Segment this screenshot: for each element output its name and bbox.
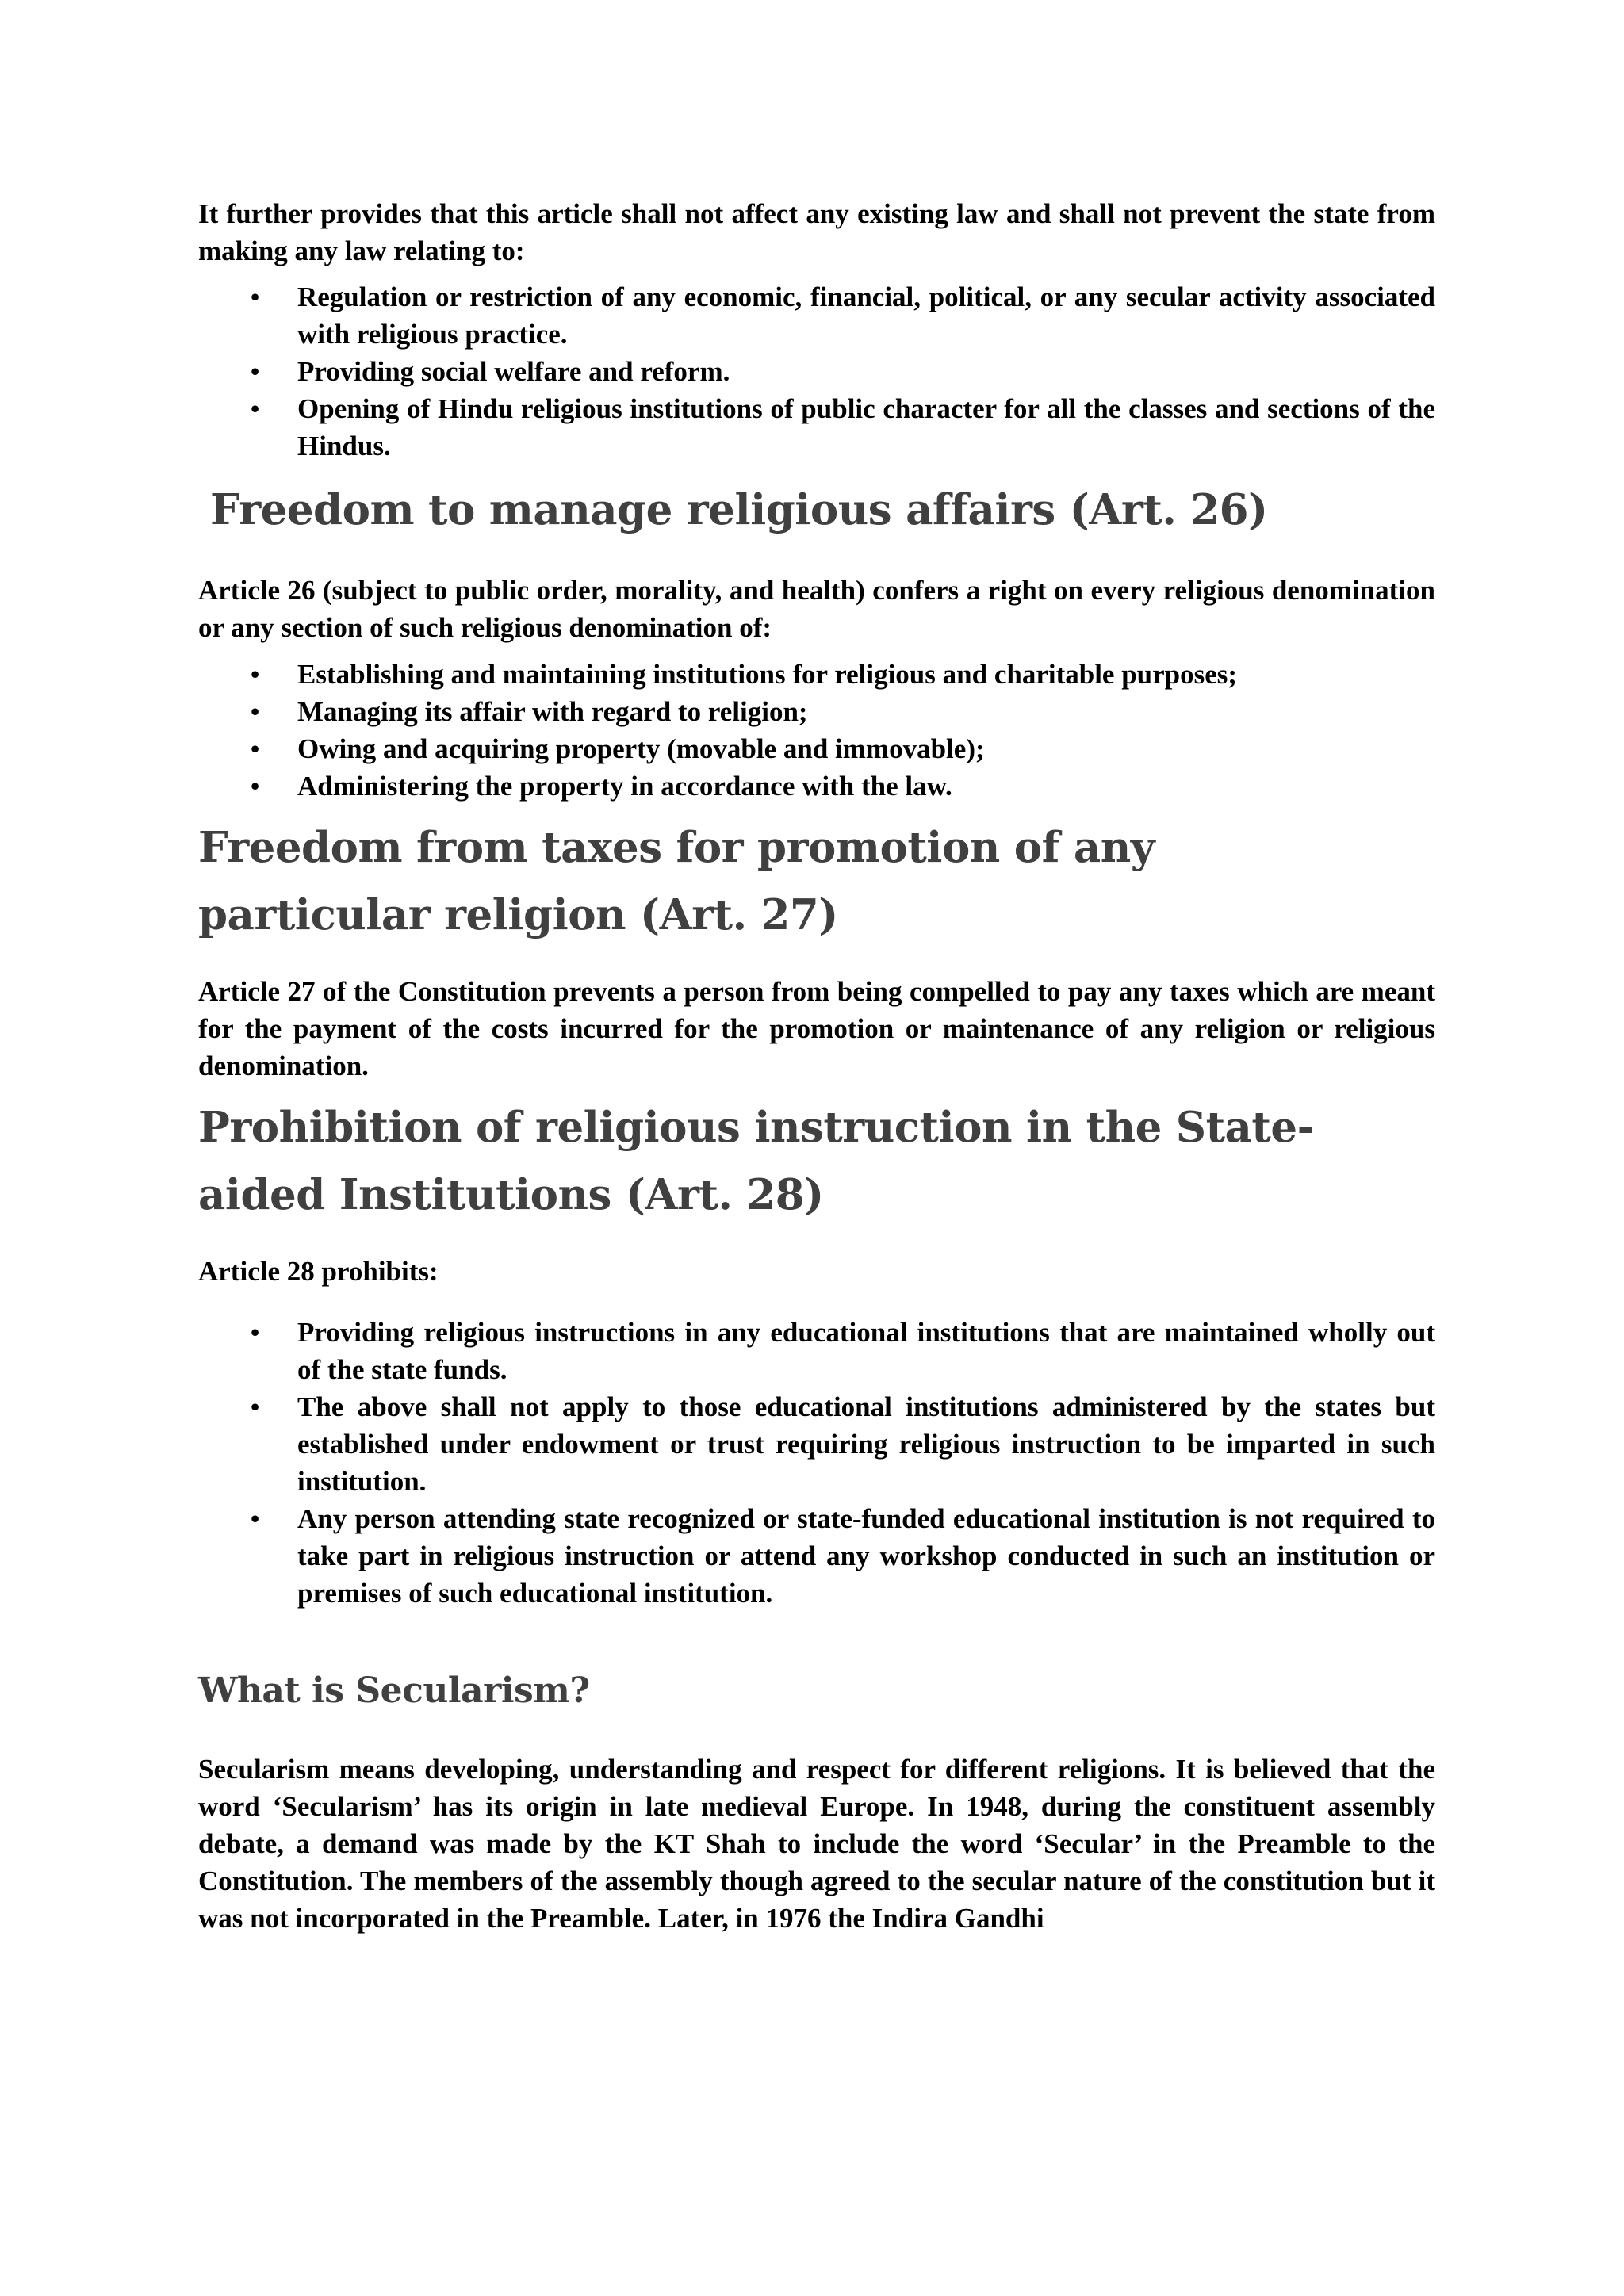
bullet-icon: • — [251, 697, 260, 725]
art28-bullet-list — [198, 1314, 1435, 1612]
list-item-text: Managing its affair with regard to religion; — [297, 696, 808, 727]
secularism-heading: What is Secularism? — [198, 1670, 590, 1711]
list-item — [198, 1314, 1435, 1388]
list-item-text: Establishing and maintaining institutions for religious and charitable purposes; — [297, 659, 1238, 690]
art28-paragraph: Article 28 prohibits: — [198, 1256, 439, 1287]
list-item — [198, 656, 1435, 693]
list-item — [198, 767, 1435, 805]
art27-paragraph: Article 27 of the Constitution prevents a person from being compelled to pay any taxes which are meant for the payment of the costs incurred for the promotion or maintenance of any religion or religious denomination. — [198, 976, 1435, 1081]
list-item-text: Any person attending state recognized or state-funded educational institution is not required to take part in religious instruction or attend any workshop conducted in such an institution or premises of such educational institution. — [297, 1503, 1435, 1609]
art26-heading: Freedom to manage religious affairs (Art. 26) — [210, 485, 1268, 534]
list-item-text: Regulation or restriction of any economic, financial, political, or any secular activity associated with religious practice. — [297, 281, 1435, 350]
list-item — [198, 353, 1435, 390]
list-item-text: Opening of Hindu religious institutions of public character for all the classes and sections of the Hindus. — [297, 393, 1435, 461]
bullet-icon: • — [251, 771, 260, 800]
bullet-icon: • — [251, 660, 260, 688]
list-item-text: Administering the property in accordance with the law. — [297, 771, 952, 802]
art27-heading: Freedom from taxes for promotion of any particular religion (Art. 27) — [198, 823, 1155, 939]
list-item-text: Owing and acquiring property (movable and immovable); — [297, 733, 985, 764]
list-item — [198, 278, 1435, 353]
bullet-icon: • — [251, 734, 260, 763]
list-item — [198, 693, 1435, 730]
document-page — [198, 195, 1435, 1937]
bullet-icon: • — [251, 1318, 260, 1346]
bullet-icon: • — [251, 357, 260, 385]
bullet-icon: • — [251, 1504, 260, 1533]
art26-paragraph: Article 26 (subject to public order, morality, and health) confers a right on every religious denomination or any section of such religious denomination of: — [198, 575, 1435, 643]
list-item — [198, 390, 1435, 465]
secularism-paragraph: Secularism means developing, understanding and respect for different religions. It is believed that the word ‘Secularism’ has its origin in late medieval Europe. In 1948, during the constituent assembly debate, a demand was made by the KT Shah to include the word ‘Secular’ in the Preamble to the Constitution. The members of the assembly though agreed to the secular nature of the constitution but it was not incorporated in the Preamble. Later, in 1976 the Indira Gandhi — [198, 1754, 1435, 1934]
art26-bullet-list — [198, 656, 1435, 805]
bullet-icon: • — [251, 1392, 260, 1421]
list-item-text: The above shall not apply to those educational institutions administered by the states but established under endowment or trust requiring religious instruction to be imparted in such institution. — [297, 1391, 1435, 1497]
list-item-text: Providing religious instructions in any educational institutions that are maintained wholly out of the state funds. — [297, 1317, 1435, 1385]
list-item — [198, 1388, 1435, 1500]
list-item-text: Providing social welfare and reform. — [297, 356, 730, 387]
art28-heading: Prohibition of religious instruction in the State-aided Institutions (Art. 28) — [198, 1103, 1315, 1219]
bullet-icon: • — [251, 394, 260, 423]
intro-bullet-list — [198, 278, 1435, 465]
bullet-icon: • — [251, 282, 260, 311]
intro-paragraph: It further provides that this article shall not affect any existing law and shall not prevent the state from making any law relating to: — [198, 198, 1435, 266]
list-item — [198, 730, 1435, 767]
list-item — [198, 1500, 1435, 1612]
